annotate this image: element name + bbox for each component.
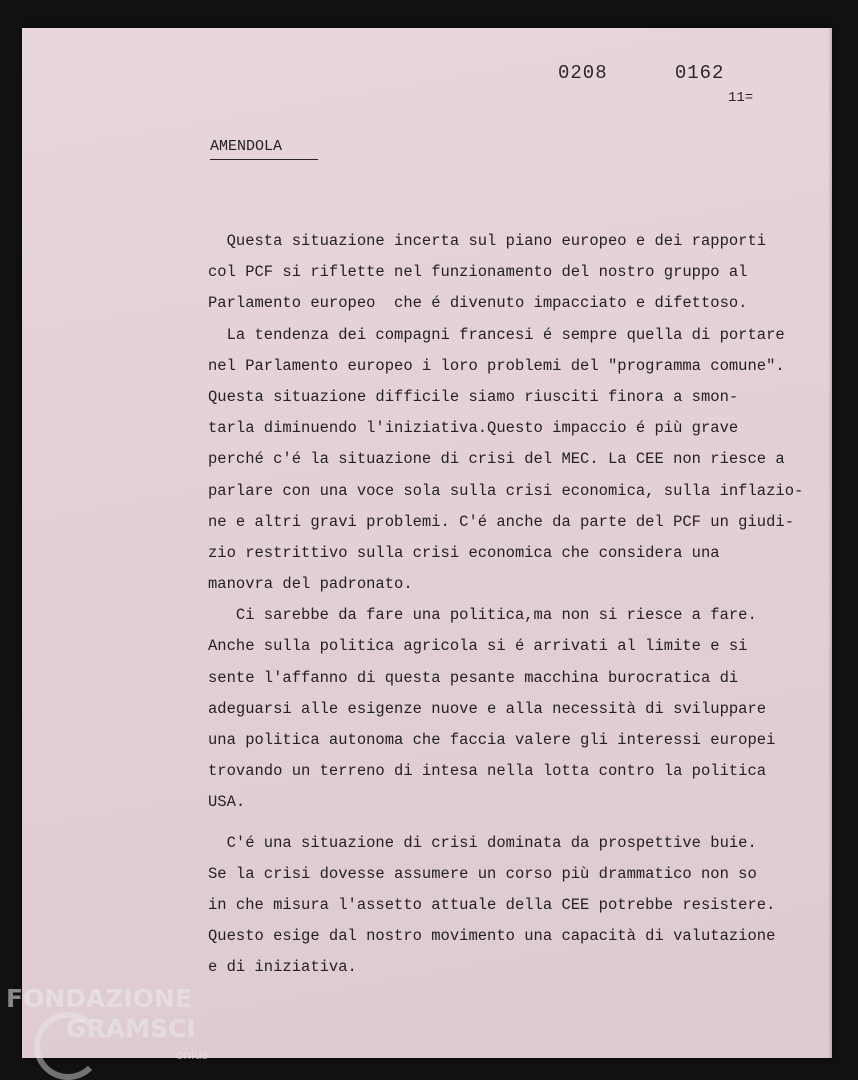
text-line: manovra del padronato.: [208, 575, 413, 594]
page-number: 11=: [728, 90, 754, 106]
watermark-line2: GRAMSCI: [66, 1014, 196, 1043]
watermark-line3: onlus: [176, 1048, 209, 1062]
watermark-line1: FONDAZIONE: [6, 984, 193, 1013]
text-line: adeguarsi alle esigenze nuove e alla necessità di sviluppare: [208, 699, 767, 718]
text-line: tarla diminuendo l'iniziativa.Questo impaccio é più grave: [208, 419, 739, 438]
text-line: Questo esige dal nostro movimento una capacità di valutazione: [208, 927, 776, 946]
text-line: una politica autonoma che faccia valere gli interessi europei: [208, 731, 776, 749]
document-heading: AMENDOLA: [210, 138, 318, 160]
text-line: Se la crisi dovesse assumere un corso più drammatico non so: [208, 864, 757, 883]
text-line: Anche sulla politica agricola si é arrivati al limite e si: [208, 637, 748, 656]
text-line: nel Parlamento europeo i loro problemi del "programma comune".: [208, 356, 785, 375]
text-line: parlare con una voce sola sulla crisi economica, sulla inflazio-: [208, 481, 804, 500]
text-line: in che misura l'assetto attuale della CEE potrebbe resistere.: [208, 895, 776, 914]
text-line: e di iniziativa.: [208, 958, 357, 977]
text-line: Questa situazione incerta sul piano europeo e dei rapporti: [208, 232, 767, 250]
text-line: trovando un terreno di intesa nella lotta contro la politica: [208, 762, 767, 781]
document-body: [208, 226, 818, 984]
text-line: perché c'é la situazione di crisi del MEC. La CEE non riesce a: [208, 450, 785, 469]
text-line: sente l'affanno di questa pesante macchina burocratica di: [208, 668, 739, 687]
text-line: col PCF si riflette nel funzionamento del nostro gruppo al: [208, 263, 748, 282]
fondazione-gramsci-watermark: [6, 984, 221, 1080]
text-line: ne e altri gravi problemi. C'é anche da parte del PCF un giudi-: [208, 512, 794, 531]
text-line: Parlamento europeo che é divenuto impacciato e difettoso.: [208, 294, 748, 313]
text-line: Ci sarebbe da fare una politica,ma non si riesce a fare.: [208, 606, 757, 625]
document-page: [22, 28, 832, 1058]
text-line: zio restrittivo sulla crisi economica che considera una: [208, 543, 720, 562]
archive-reference-number: 0208 0162: [558, 62, 725, 84]
text-line: Questa situazione difficile siamo riusciti finora a smon-: [208, 387, 739, 406]
text-line: La tendenza dei compagni francesi é sempre quella di portare: [208, 325, 785, 344]
page-edge: [828, 28, 832, 1058]
text-line: USA.: [208, 793, 246, 812]
text-line: C'é una situazione di crisi dominata da prospettive buie.: [208, 833, 757, 852]
